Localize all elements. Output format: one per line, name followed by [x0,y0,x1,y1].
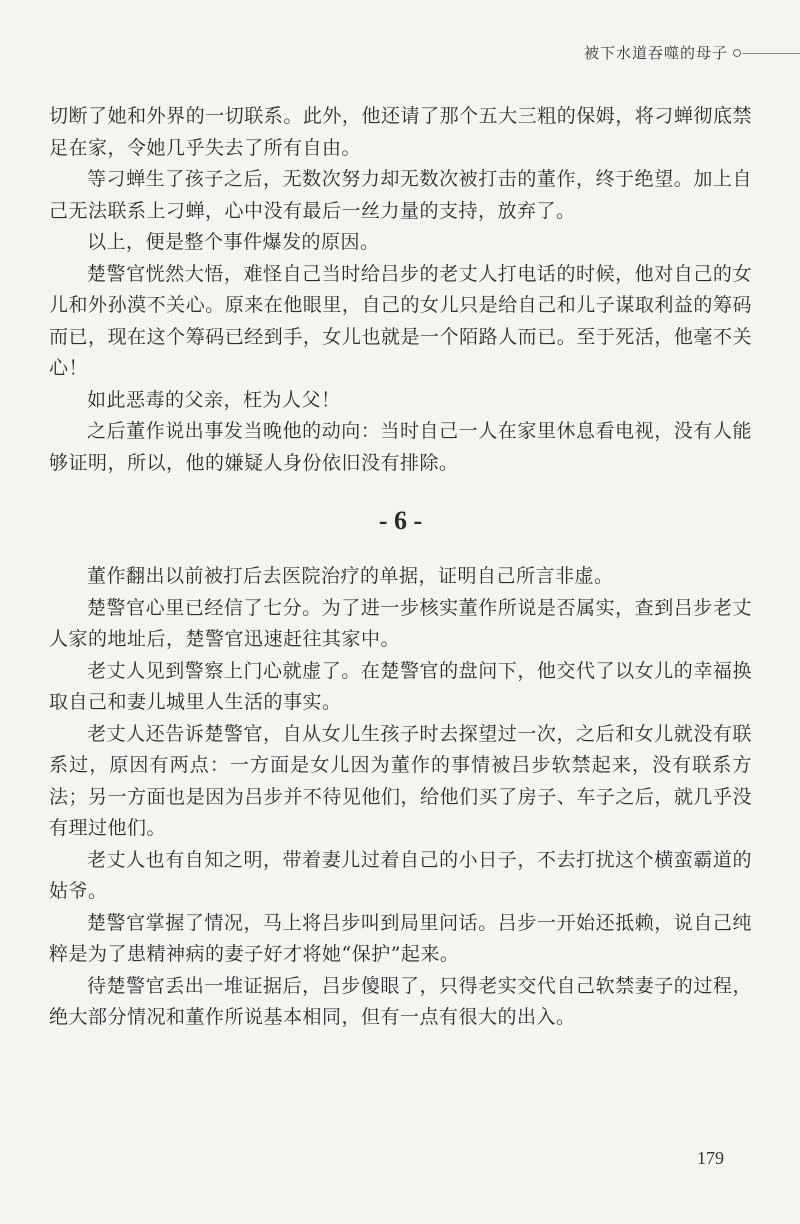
body-paragraph: 切断了她和外界的一切联系。此外，他还请了那个五大三粗的保姆，将刁蝉彻底禁足在家，令她几乎失去了所有自由。 [49,105,752,159]
header-circle-ornament [733,49,741,57]
running-header [0,40,800,70]
body-paragraph: 楚警官掌握了情况，马上将吕步叫到局里问话。吕步一开始还抵赖，说自己纯粹是为了患精神病的妻子好才将她“保护”起来。 [49,911,752,965]
body-paragraph: 董作翻出以前被打后去医院治疗的单据，证明自己所言非虚。 [87,565,614,587]
section-heading: - 6 - [378,506,423,535]
body-paragraph: 待楚警官丢出一堆证据后，吕步傻眼了，只得老实交代自己软禁妻子的过程，绝大部分情况和董作所说基本相同，但有一点有很大的出入。 [49,974,752,1028]
running-title: 被下水道吞噬的母子 [583,44,728,62]
body-paragraph: 等刁蝉生了孩子之后，无数次努力却无数次被打击的董作，终于绝望。加上自己无法联系上刁蝉，心中没有最后一丝力量的支持，放弃了。 [49,168,752,222]
body-paragraph: 老丈人还告诉楚警官，自从女儿生孩子时去探望过一次，之后和女儿就没有联系过，原因有两点：一方面是女儿因为董作的事情被吕步软禁起来，没有联系方法；另一方面也是因为吕步并不待见他们，给他们买了房子、车子之后，就几乎没有理过他们。 [49,722,752,839]
page-number: 179 [697,1148,724,1168]
body-paragraph: 老丈人见到警察上门心就虚了。在楚警官的盘问下，他交代了以女儿的幸福换取自己和妻儿城里人生活的事实。 [49,659,752,713]
page-body [49,101,752,1034]
body-paragraph: 如此恶毒的父亲，枉为人父！ [87,388,341,411]
header-rule-line [742,53,800,54]
body-paragraph: 老丈人也有自知之明，带着妻儿过着自己的小日子，不去打扰这个横蛮霸道的姑爷。 [49,848,752,902]
body-paragraph: 之后董作说出事发当晚他的动向：当时自己一人在家里休息看电视，没有人能够证明，所以，他的嫌疑人身份依旧没有排除。 [49,420,752,474]
body-paragraph: 楚警官恍然大悟，难怪自己当时给吕步的老丈人打电话的时候，他对自己的女儿和外孙漠不关心。原来在他眼里，自己的女儿只是给自己和儿子谋取利益的筹码而已，现在这个筹码已经到手，女儿也就是一个陌路人而已。至于死活，他毫不关心！ [49,262,752,379]
body-paragraph: 以上，便是整个事件爆发的原因。 [87,231,380,253]
body-paragraph: 楚警官心里已经信了七分。为了进一步核实董作所说是否属实，查到吕步老丈人家的地址后，楚警官迅速赶往其家中。 [49,596,752,650]
